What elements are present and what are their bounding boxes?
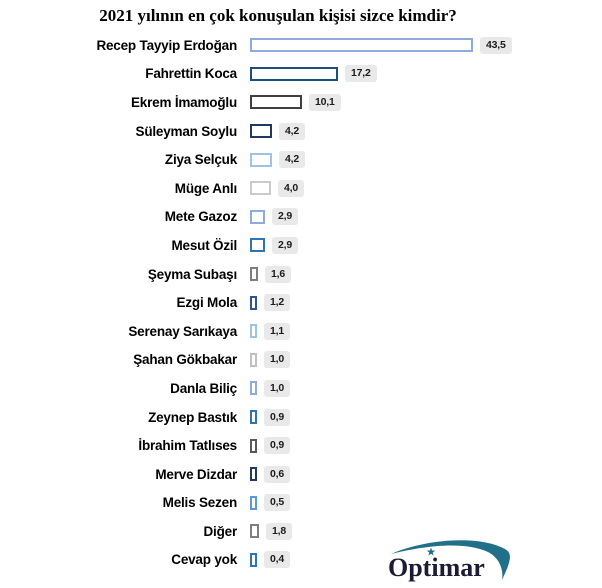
value-label: 0,9 <box>264 409 290 426</box>
category-label: Müge Anlı <box>174 180 237 196</box>
value-label: 0,5 <box>264 494 290 511</box>
category-label: Recep Tayyip Erdoğan <box>96 37 237 53</box>
bar <box>250 439 257 453</box>
value-label: 17,2 <box>345 65 377 82</box>
bar <box>250 124 272 138</box>
category-label: İbrahim Tatlıses <box>138 438 237 454</box>
chart-row <box>0 431 602 460</box>
bar <box>250 267 258 281</box>
category-label: Ezgi Mola <box>176 295 237 311</box>
value-label: 0,6 <box>264 466 290 483</box>
bar <box>250 496 257 510</box>
chart-row <box>0 203 602 232</box>
value-label: 1,6 <box>265 266 291 283</box>
logo-text: Optimar <box>388 553 485 582</box>
category-label: Şeyma Subaşı <box>147 266 237 282</box>
chart-row <box>0 460 602 489</box>
bar <box>250 38 473 52</box>
chart-row <box>0 260 602 289</box>
chart-row <box>0 288 602 317</box>
chart-row <box>0 231 602 260</box>
value-label: 4,2 <box>279 151 305 168</box>
bar <box>250 238 265 252</box>
value-label: 0,9 <box>264 437 290 454</box>
category-label: Fahrettin Koca <box>145 66 237 82</box>
chart-row <box>0 374 602 403</box>
optimar-logo-graphic <box>381 537 517 585</box>
value-label: 1,0 <box>264 351 290 368</box>
value-label: 1,8 <box>266 523 292 540</box>
chart-row <box>0 174 602 203</box>
value-label: 10,1 <box>309 94 341 111</box>
bar <box>250 210 265 224</box>
bar <box>250 524 259 538</box>
optimar-logo <box>381 537 517 585</box>
category-label: Şahan Gökbakar <box>133 352 237 368</box>
bar <box>250 553 257 567</box>
value-label: 1,2 <box>264 294 290 311</box>
chart-row <box>0 145 602 174</box>
category-label: Cevap yok <box>171 552 237 568</box>
value-label: 4,0 <box>278 180 304 197</box>
value-label: 43,5 <box>480 37 512 54</box>
chart-row <box>0 31 602 60</box>
value-label: 1,0 <box>264 380 290 397</box>
category-label: Melis Sezen <box>162 495 237 511</box>
category-label: Mesut Özil <box>171 237 237 253</box>
chart-row <box>0 346 602 375</box>
chart-row <box>0 317 602 346</box>
category-label: Merve Dizdar <box>155 466 237 482</box>
chart-row <box>0 403 602 432</box>
chart-title: 2021 yılının en çok konuşulan kişisi sizce kimdir? <box>99 6 457 25</box>
category-label: Süleyman Soylu <box>135 123 237 139</box>
bar <box>250 67 338 81</box>
value-label: 2,9 <box>272 237 298 254</box>
category-label: Danla Biliç <box>170 380 237 396</box>
bar-chart <box>0 31 602 574</box>
bar <box>250 467 257 481</box>
chart-row <box>0 117 602 146</box>
value-label: 2,9 <box>272 208 298 225</box>
category-label: Ekrem İmamoğlu <box>131 94 237 110</box>
bar <box>250 95 302 109</box>
bar <box>250 410 257 424</box>
category-label: Diğer <box>203 523 237 539</box>
chart-row <box>0 88 602 117</box>
bar <box>250 324 257 338</box>
bar <box>250 353 257 367</box>
value-label: 1,1 <box>264 323 290 340</box>
category-label: Zeynep Bastık <box>148 409 237 425</box>
bar <box>250 296 257 310</box>
bar <box>250 181 271 195</box>
category-label: Serenay Sarıkaya <box>128 323 237 339</box>
category-label: Mete Gazoz <box>164 209 237 225</box>
chart-row <box>0 489 602 518</box>
value-label: 0,4 <box>264 551 290 568</box>
category-label: Ziya Selçuk <box>164 152 237 168</box>
bar <box>250 381 257 395</box>
chart-row <box>0 60 602 89</box>
bar <box>250 153 272 167</box>
value-label: 4,2 <box>279 123 305 140</box>
